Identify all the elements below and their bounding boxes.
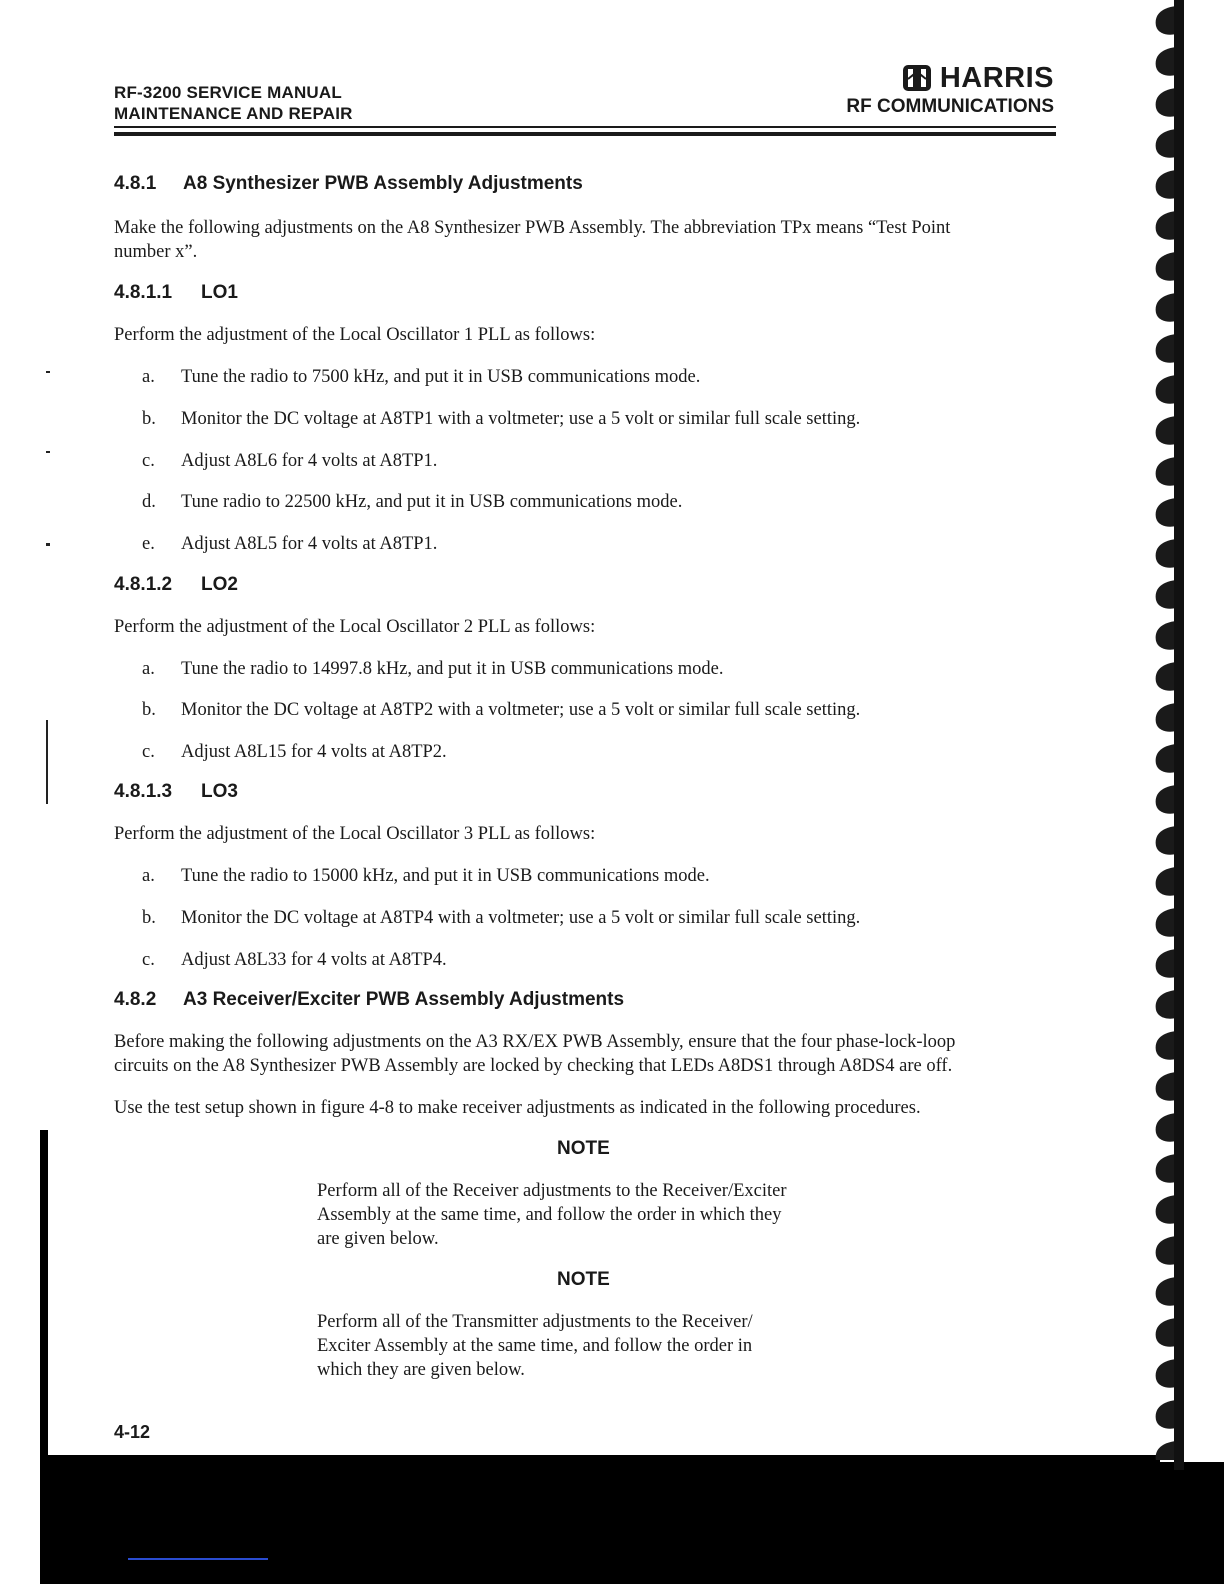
list-text: Monitor the DC voltage at A8TP4 with a voltmeter; use a 5 volt or similar full scale setting. [181, 908, 861, 928]
subsection-title: LO2 [201, 574, 238, 595]
list-letter: a. [142, 659, 155, 679]
header-left [114, 82, 353, 124]
spiral-coil [1156, 580, 1176, 609]
brand-name: HARRIS [939, 62, 1054, 94]
section-title: A8 Synthesizer PWB Assembly Adjustments [183, 173, 583, 194]
spiral-coil [1156, 6, 1176, 35]
note-line: are given below. [317, 1229, 439, 1249]
spiral-coil [1156, 129, 1176, 158]
spiral-coil [1156, 334, 1176, 363]
list-letter: c. [142, 742, 155, 762]
list-text: Tune the radio to 15000 kHz, and put it in USB communications mode. [181, 866, 710, 886]
header-rule-thick [114, 132, 1056, 136]
list-text: Tune the radio to 14997.8 kHz, and put it in USB communications mode. [181, 659, 724, 679]
intro-line: number x”. [114, 242, 198, 262]
note-heading: NOTE [557, 1269, 610, 1290]
spiral-coil [1156, 867, 1176, 896]
spiral-coil [1156, 416, 1176, 445]
list-item [142, 490, 682, 514]
page-number: 4-12 [114, 1422, 151, 1442]
lo2-intro: Perform the adjustment of the Local Oscillator 2 PLL as follows: [114, 617, 596, 637]
spiral-coil [1156, 744, 1176, 773]
note-line: Assembly at the same time, and follow the order in which they [317, 1205, 782, 1225]
spiral-coil [1156, 375, 1176, 404]
subsection-number: 4.8.1.2 [114, 574, 173, 595]
spiral-coil [1156, 1195, 1176, 1224]
lo3-intro: Perform the adjustment of the Local Oscillator 3 PLL as follows: [114, 824, 596, 844]
list-item [142, 657, 723, 681]
note-text [317, 1179, 857, 1251]
note-heading: NOTE [557, 1138, 610, 1159]
subsection-heading-lo1 [114, 282, 238, 304]
subsection-number: 4.8.1.3 [114, 781, 173, 802]
spiral-coil [1156, 1031, 1176, 1060]
list-item [142, 365, 700, 389]
section-title: A3 Receiver/Exciter PWB Assembly Adjustments [183, 989, 625, 1010]
scan-left-edge [40, 1130, 48, 1464]
list-item [142, 449, 437, 473]
list-letter: b. [142, 409, 156, 429]
spiral-coil [1156, 1236, 1176, 1265]
spiral-coil [1156, 211, 1176, 240]
note-text [317, 1310, 857, 1382]
note-line: Perform all of the Transmitter adjustments to the Receiver/ [317, 1312, 753, 1332]
spiral-coil [1156, 457, 1176, 486]
intro-line: Make the following adjustments on the A8 Synthesizer PWB Assembly. The abbreviation TPx means “Test Point [114, 218, 951, 238]
spiral-coil [1156, 88, 1176, 117]
section-heading-4-8-2 [114, 989, 624, 1011]
list-letter: b. [142, 700, 156, 720]
subsection-heading-lo3 [114, 781, 238, 803]
spiral-coil [1156, 1400, 1176, 1429]
manual-title: RF-3200 SERVICE MANUAL [114, 83, 342, 102]
list-item [142, 532, 437, 556]
paragraph-line: circuits on the A8 Synthesizer PWB Assembly are locked by checking that LEDs A8DS1 through A8DS4 are off. [114, 1056, 953, 1076]
harris-logo-icon [902, 64, 932, 92]
section-paragraph: Use the test setup shown in figure 4-8 to make receiver adjustments as indicated in the following procedures. [114, 1098, 921, 1118]
list-text: Adjust A8L6 for 4 volts at A8TP1. [181, 451, 438, 471]
list-letter: a. [142, 367, 155, 387]
note-line: Exciter Assembly at the same time, and follow the order in [317, 1336, 753, 1356]
list-letter: e. [142, 534, 155, 554]
spiral-coil [1156, 539, 1176, 568]
chapter-title: MAINTENANCE AND REPAIR [114, 104, 353, 123]
list-letter: a. [142, 866, 155, 886]
subsection-heading-lo2 [114, 574, 238, 596]
scan-bottom-band [40, 1462, 1224, 1584]
section-intro [114, 216, 1059, 264]
section-number: 4.8.1 [114, 173, 157, 194]
paragraph-line: Before making the following adjustments on the A3 RX/EX PWB Assembly, ensure that the four phase-lock-loop [114, 1032, 956, 1052]
scan-speck [46, 543, 50, 546]
list-item [142, 906, 860, 930]
list-text: Adjust A8L5 for 4 volts at A8TP1. [181, 534, 438, 554]
scan-speck [46, 451, 50, 453]
spiral-coil [1156, 1359, 1176, 1388]
subsection-number: 4.8.1.1 [114, 282, 173, 303]
spiral-coil [1156, 785, 1176, 814]
list-letter: b. [142, 908, 156, 928]
spiral-coil [1156, 1277, 1176, 1306]
list-item [142, 407, 860, 431]
scan-margin-mark [46, 720, 48, 804]
header-rule-thin [114, 126, 1056, 128]
scan-blue-line [128, 1558, 268, 1560]
spiral-coil [1156, 1318, 1176, 1347]
spiral-coil [1156, 1113, 1176, 1142]
list-item [142, 698, 860, 722]
note-line: Perform all of the Receiver adjustments to the Receiver/Exciter [317, 1181, 787, 1201]
lo1-intro: Perform the adjustment of the Local Oscillator 1 PLL as follows: [114, 325, 596, 345]
spiral-coil [1156, 170, 1176, 199]
list-letter: c. [142, 950, 155, 970]
spiral-coil [1156, 252, 1176, 281]
spiral-binding [1150, 0, 1176, 1460]
spiral-coil [1156, 293, 1176, 322]
list-item [142, 948, 447, 972]
binding-shadow [1174, 0, 1184, 1470]
list-letter: d. [142, 492, 156, 512]
list-text: Tune the radio to 7500 kHz, and put it in USB communications mode. [181, 367, 701, 387]
list-item [142, 740, 447, 764]
spiral-coil [1156, 662, 1176, 691]
list-text: Adjust A8L15 for 4 volts at A8TP2. [181, 742, 447, 762]
spiral-coil [1156, 1154, 1176, 1183]
section-number: 4.8.2 [114, 989, 157, 1010]
list-item [142, 864, 710, 888]
spiral-coil [1156, 703, 1176, 732]
header-right [846, 62, 1054, 118]
list-text: Monitor the DC voltage at A8TP2 with a voltmeter; use a 5 volt or similar full scale setting. [181, 700, 861, 720]
spiral-coil [1156, 990, 1176, 1019]
spiral-coil [1156, 47, 1176, 76]
subsection-title: LO3 [201, 781, 238, 802]
spiral-coil [1156, 949, 1176, 978]
spiral-coil [1156, 908, 1176, 937]
list-text: Adjust A8L33 for 4 volts at A8TP4. [181, 950, 447, 970]
spiral-coil [1156, 621, 1176, 650]
note-line: which they are given below. [317, 1360, 525, 1380]
section-paragraph [114, 1030, 1059, 1078]
section-heading-4-8-1 [114, 173, 583, 195]
list-letter: c. [142, 451, 155, 471]
spiral-coil [1156, 826, 1176, 855]
list-text: Tune radio to 22500 kHz, and put it in USB communications mode. [181, 492, 683, 512]
subsection-title: LO1 [201, 282, 238, 303]
brand-subtitle: RF COMMUNICATIONS [846, 96, 1054, 117]
list-text: Monitor the DC voltage at A8TP1 with a voltmeter; use a 5 volt or similar full scale setting. [181, 409, 861, 429]
spiral-coil [1156, 1072, 1176, 1101]
scan-speck [46, 371, 50, 373]
spiral-coil [1156, 498, 1176, 527]
spiral-coil [1156, 1441, 1176, 1460]
